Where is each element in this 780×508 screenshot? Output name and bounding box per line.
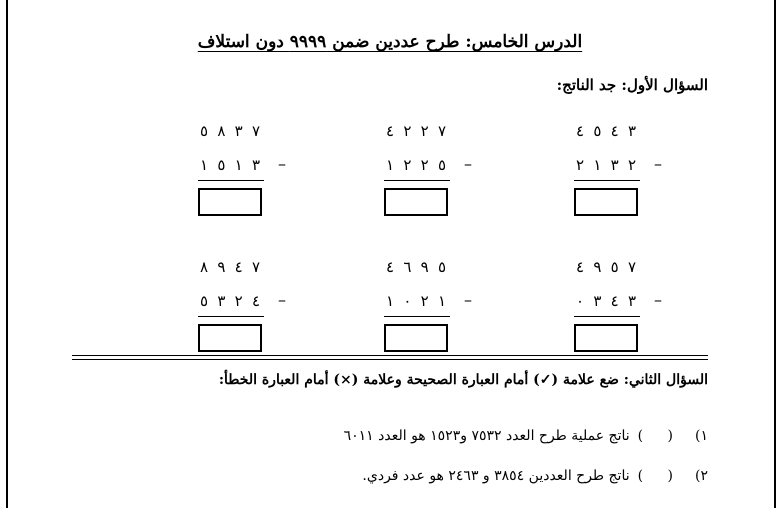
answer-box[interactable] [574,324,638,352]
digit: ٣ [251,156,260,174]
sum-line [198,180,264,181]
statement-text: ناتج طرح العددين ٣٨٥٤ و ٢٤٦٣ هو عدد فردي. [362,468,630,484]
digit: ٣ [627,122,636,140]
digit: ٨ [217,122,226,140]
digit: ١ [234,156,243,174]
section-divider [72,359,708,360]
digit: ٧ [627,258,636,276]
answer-box[interactable] [198,324,262,352]
digit: ٣ [217,292,226,310]
digit: ٩ [217,258,226,276]
digit: ٥ [217,156,226,174]
minuend [386,258,446,276]
digit: ٩ [420,258,429,276]
minuend [200,122,260,140]
subtrahend [386,292,446,310]
digit: ٤ [386,258,395,276]
digit: ٤ [610,292,619,310]
answer-blank[interactable]: ( ) [637,428,683,444]
true-false-statement [344,428,708,444]
sum-line [574,180,640,181]
statement-number: ١) [695,428,708,444]
digit: ١ [386,156,395,174]
section-divider [72,355,708,356]
answer-box[interactable] [384,188,448,216]
digit: ٤ [610,122,619,140]
digit: ٢ [403,156,412,174]
digit: ١ [386,292,395,310]
answer-box[interactable] [384,324,448,352]
minus-sign: – [654,290,662,309]
digit: ٢ [420,156,429,174]
statement-text: ناتج عملية طرح العدد ٧٥٣٢ و١٥٢٣ هو العدد ٦٠١١ [343,428,630,444]
answer-box[interactable] [574,188,638,216]
digit: ٣ [627,292,636,310]
digit: ٤ [576,122,585,140]
digit: ٥ [200,122,209,140]
sum-line [384,180,450,181]
digit: ٤ [234,258,243,276]
minus-sign: – [464,290,472,309]
subtrahend [200,292,260,310]
sum-line [574,316,640,317]
minuend [576,258,636,276]
digit: ٥ [610,258,619,276]
digit: ٣ [593,292,602,310]
digit: ٥ [593,122,602,140]
digit: ٥ [200,292,209,310]
digit: ٤ [386,122,395,140]
minus-sign: – [654,154,662,173]
digit: ١ [593,156,602,174]
digit: ٣ [610,156,619,174]
digit: ٢ [576,156,585,174]
lesson-title-text: الدرس الخامس: طرح عددين ضمن ٩٩٩٩ دون استلاف [197,32,583,52]
subtrahend [200,156,260,174]
digit: ٣ [234,122,243,140]
digit: ٥ [437,258,446,276]
digit: ٤ [251,292,260,310]
minuend [200,258,260,276]
digit: ٢ [234,292,243,310]
sum-line [198,316,264,317]
answer-blank[interactable]: ( ) [637,468,683,484]
digit: ١ [200,156,209,174]
digit: ١ [437,292,446,310]
digit: ٢ [420,122,429,140]
digit: ٥ [437,156,446,174]
lesson-title [0,32,780,52]
digit: ٤ [576,258,585,276]
minus-sign: – [278,290,286,309]
digit: ٢ [420,292,429,310]
minus-sign: – [278,154,286,173]
digit: ٦ [403,258,412,276]
digit: ٢ [403,122,412,140]
sum-line [384,316,450,317]
subtrahend [576,292,636,310]
digit: ٨ [200,258,209,276]
digit: ٩ [593,258,602,276]
digit: ٧ [437,122,446,140]
statement-number: ٢) [695,468,708,484]
subtrahend [386,156,446,174]
subtrahend [576,156,636,174]
digit: ٢ [627,156,636,174]
minus-sign: – [464,154,472,173]
digit: ٧ [251,122,260,140]
digit: ٠ [403,292,412,310]
digit: ٧ [251,258,260,276]
minuend [576,122,636,140]
answer-box[interactable] [198,188,262,216]
true-false-statement [362,468,708,484]
minuend [386,122,446,140]
question-1-heading: السؤال الأول: جد الناتج: [556,76,708,94]
digit: ٠ [576,292,585,310]
question-2-heading: السؤال الثاني: ضع علامة (✓) أمام العبارة الصحيحة وعلامة (×) أمام العبارة الخطأ: [218,372,708,388]
